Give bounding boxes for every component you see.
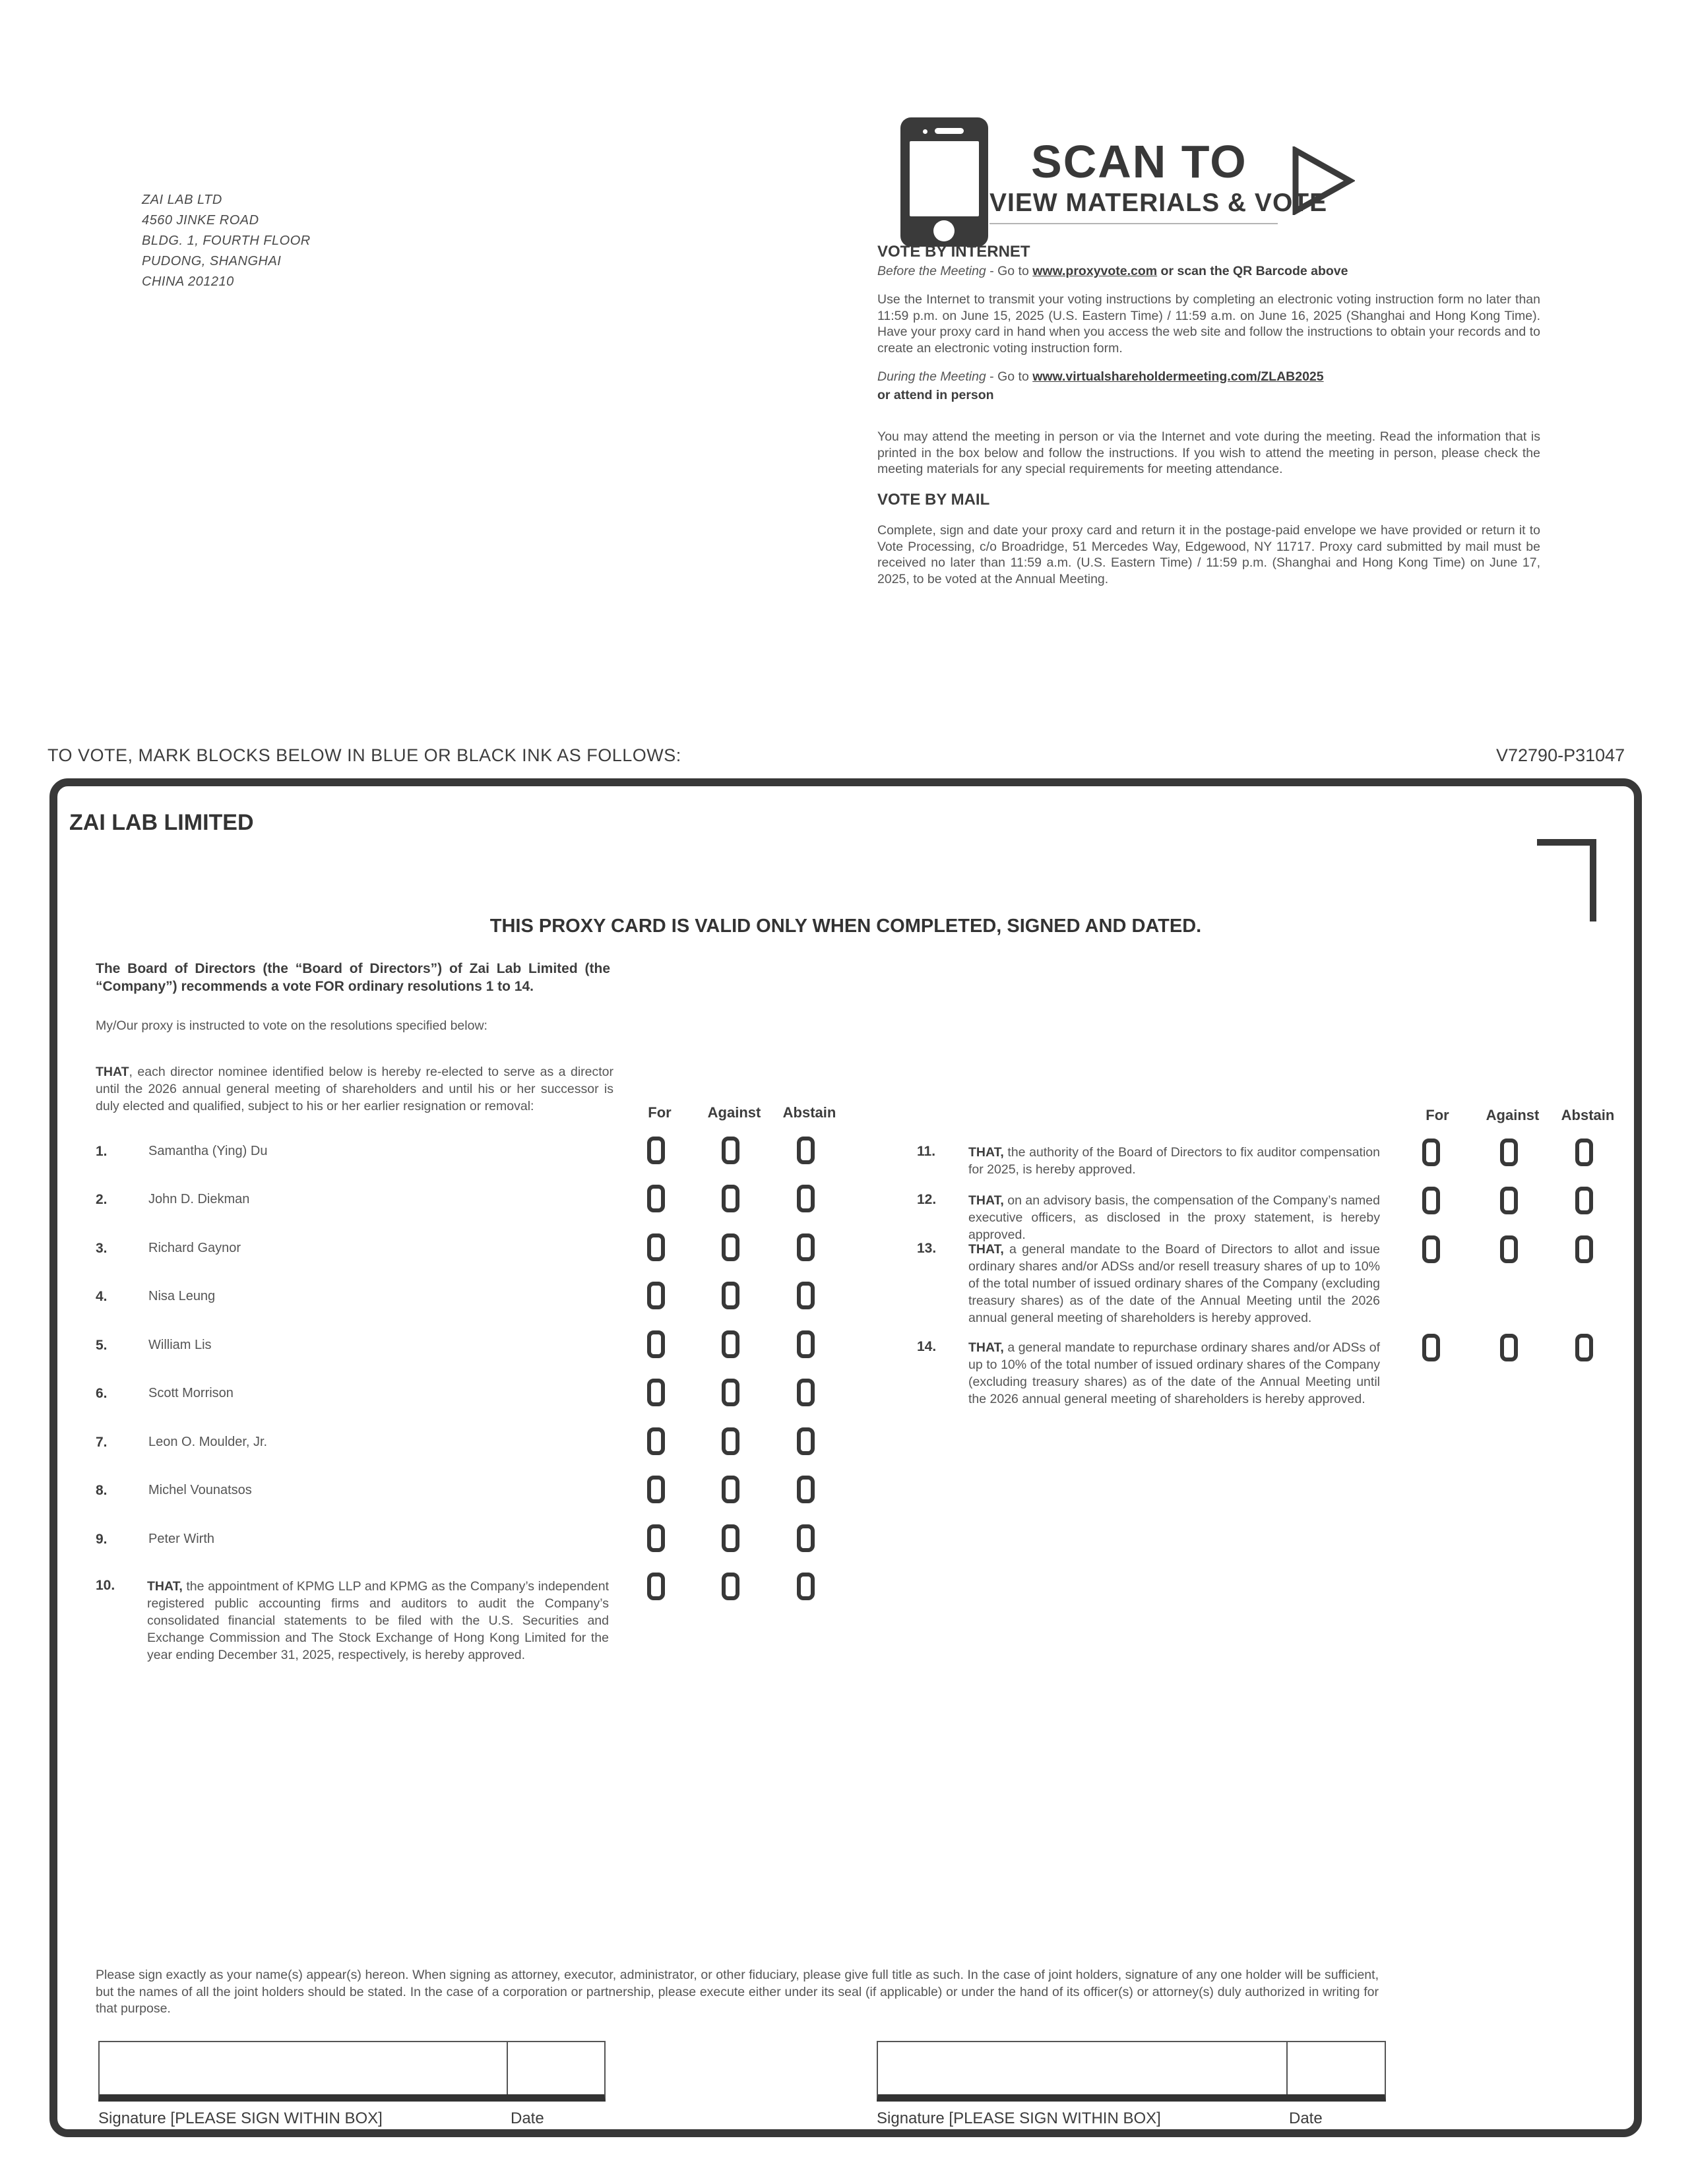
qr-barcode-text: or scan the QR Barcode above — [1157, 264, 1348, 278]
that-bold: THAT, — [968, 1242, 1004, 1257]
proposal-text — [147, 1578, 609, 1664]
checkbox-against[interactable] — [1500, 1187, 1518, 1214]
checkbox-for[interactable] — [647, 1379, 665, 1406]
checkbox-against[interactable] — [722, 1573, 739, 1600]
signing-instructions: Please sign exactly as your name(s) appear(s) hereon. When signing as attorney, executor, administrator, or other fiduciary, please give full title as such. In the case of joint holders, signature of any one holder will be sufficient, but the names of all the joint holders should be stated. In the case of a corporation or partnership, please execute either under its seal (if applicable) or under the hand of its officer(s) or attorney(s) duly authorized in writing for that purpose. — [96, 1968, 1379, 2016]
checkbox-against[interactable] — [722, 1137, 739, 1164]
signature-label: Signature [PLEASE SIGN WITHIN BOX] — [877, 2109, 1161, 2127]
scan-to-subtitle: VIEW MATERIALS & VOTE — [989, 189, 1328, 217]
address-line: PUDONG, SHANGHAI — [142, 254, 282, 268]
checkbox-for[interactable] — [647, 1137, 665, 1164]
checkbox-against[interactable] — [722, 1524, 739, 1552]
checkbox-against[interactable] — [722, 1282, 739, 1309]
signature-date-divider — [1286, 2042, 1288, 2094]
vote-by-mail-heading: VOTE BY MAIL — [877, 491, 990, 509]
proposal-body: on an advisory basis, the compensation of the Company’s named executive officers, as disclosed in the proxy statement, is hereby approved. — [968, 1193, 1380, 1242]
virtual-meeting-link[interactable]: www.virtualshareholdermeeting.com/ZLAB2025 — [1032, 369, 1324, 384]
checkbox-abstain[interactable] — [797, 1185, 815, 1212]
scan-logo-underline — [989, 223, 1278, 224]
checkbox-for[interactable] — [1422, 1187, 1440, 1214]
checkbox-abstain[interactable] — [797, 1524, 815, 1552]
director-name: Nisa Leung — [148, 1289, 216, 1303]
vote-header-for: For — [648, 1104, 672, 1121]
checkbox-for[interactable] — [647, 1282, 665, 1309]
checkbox-abstain[interactable] — [1575, 1187, 1593, 1214]
proposal-text — [968, 1241, 1380, 1326]
item-number: 14. — [917, 1339, 937, 1354]
checkbox-for[interactable] — [647, 1233, 665, 1261]
validity-statement: THIS PROXY CARD IS VALID ONLY WHEN COMPLETED, SIGNED AND DATED. — [489, 916, 1202, 937]
item-number: 7. — [96, 1435, 108, 1450]
item-number: 5. — [96, 1338, 108, 1353]
signature-date-divider — [507, 2042, 508, 2094]
that-bold: THAT, — [147, 1579, 183, 1594]
checkbox-abstain[interactable] — [797, 1476, 815, 1503]
vote-by-internet-heading: VOTE BY INTERNET — [877, 243, 1030, 261]
checkbox-abstain[interactable] — [797, 1330, 815, 1358]
checkbox-for[interactable] — [1422, 1139, 1440, 1166]
vote-header-abstain: Abstain — [782, 1104, 836, 1121]
item-number: 4. — [96, 1289, 108, 1304]
director-row — [96, 1338, 755, 1380]
resolution-intro — [96, 1063, 613, 1115]
item-number: 9. — [96, 1532, 108, 1547]
form-code: V72790-P31047 — [1496, 745, 1625, 765]
phone-camera-dot — [923, 129, 927, 134]
director-name: Peter Wirth — [148, 1532, 215, 1546]
phone-screen — [910, 141, 979, 216]
corner-mark-horizontal — [1537, 839, 1596, 846]
that-bold: THAT, — [968, 1340, 1004, 1355]
checkbox-abstain[interactable] — [797, 1137, 815, 1164]
address-line: 4560 JINKE ROAD — [142, 213, 259, 228]
checkbox-for[interactable] — [647, 1330, 665, 1358]
checkbox-against[interactable] — [1500, 1235, 1518, 1263]
proposal-body: a general mandate to repurchase ordinary shares and/or ADSs of up to 10% of the total number of issued ordinary shares of the Company (excluding treasury shares) as of the date of the Annual Meeting until the 2026 annual general meeting of shareholders is hereby approved. — [968, 1340, 1380, 1406]
checkbox-against[interactable] — [1500, 1139, 1518, 1166]
signature-box[interactable] — [877, 2041, 1386, 2102]
checkbox-against[interactable] — [1500, 1334, 1518, 1361]
director-row — [96, 1532, 755, 1574]
director-name: Samantha (Ying) Du — [148, 1144, 268, 1158]
resolution-intro-text: , each director nominee identified below is hereby re-elected to serve as a director until the 2026 annual general meeting of shareholders and until his or her successor is duly elected and qualified, subject to his or her earlier resignation or removal: — [96, 1065, 613, 1113]
item-number: 1. — [96, 1144, 108, 1159]
company-name: ZAI LAB LIMITED — [69, 810, 254, 835]
director-name: Michel Vounatsos — [148, 1483, 252, 1497]
vote-header-for: For — [1426, 1107, 1449, 1123]
item-number: 10. — [96, 1578, 115, 1593]
director-row — [96, 1241, 755, 1283]
director-row — [96, 1483, 755, 1525]
attend-in-person-text: or attend in person — [877, 388, 994, 402]
that-bold: THAT, — [968, 1145, 1004, 1160]
checkbox-against[interactable] — [722, 1379, 739, 1406]
date-label: Date — [511, 2109, 544, 2127]
item-number: 8. — [96, 1483, 108, 1498]
scan-to-title: SCAN TO — [1031, 136, 1247, 187]
item-number: 6. — [96, 1386, 108, 1401]
item-number: 11. — [917, 1144, 936, 1159]
checkbox-abstain[interactable] — [797, 1427, 815, 1455]
attend-instructions: You may attend the meeting in person or via the Internet and vote during the meeting. Read the information that is printed in the box below and follow the instructions. If you wish to attend the meeting in person, please check the meeting materials for any special requirements for meeting attendance. — [877, 429, 1540, 476]
checkbox-for[interactable] — [647, 1573, 665, 1600]
checkbox-abstain[interactable] — [797, 1282, 815, 1309]
checkbox-for[interactable] — [647, 1185, 665, 1212]
director-row — [96, 1435, 755, 1477]
play-arrow-icon — [1292, 146, 1355, 215]
checkbox-against[interactable] — [722, 1330, 739, 1358]
proxyvote-link[interactable]: www.proxyvote.com — [1032, 264, 1158, 278]
director-name: Leon O. Moulder, Jr. — [148, 1435, 268, 1449]
director-name: William Lis — [148, 1338, 212, 1352]
address-line: ZAI LAB LTD — [142, 193, 222, 207]
proposal-text — [968, 1339, 1380, 1408]
checkbox-abstain[interactable] — [1575, 1235, 1593, 1263]
signature-label: Signature [PLEASE SIGN WITHIN BOX] — [98, 2109, 383, 2127]
during-meeting-line — [877, 369, 1324, 385]
checkbox-for[interactable] — [1422, 1235, 1440, 1263]
director-name: Scott Morrison — [148, 1386, 234, 1400]
phone-home-button — [933, 220, 955, 241]
checkbox-abstain[interactable] — [1575, 1334, 1593, 1361]
internet-instructions: Use the Internet to transmit your voting instructions by completing an electronic voting instruction form no later than 11:59 p.m. on June 15, 2025 (U.S. Eastern Time) / 11:59 a.m. on June 16, 2025 (Shanghai and Hong Kong Time). Have your proxy card in hand when you access the web site and follow the instructions to obtain your records and to create an electronic voting instruction form. — [877, 292, 1540, 356]
item-number: 2. — [96, 1192, 108, 1207]
item-number: 13. — [917, 1241, 937, 1256]
director-name: John D. Diekman — [148, 1192, 250, 1206]
checkbox-for[interactable] — [1422, 1334, 1440, 1361]
checkbox-against[interactable] — [722, 1233, 739, 1261]
checkbox-against[interactable] — [722, 1476, 739, 1503]
director-row — [96, 1289, 755, 1331]
signature-box[interactable] — [98, 2041, 606, 2102]
vote-header-against: Against — [707, 1104, 761, 1121]
checkbox-abstain[interactable] — [797, 1379, 815, 1406]
smartphone-icon — [900, 117, 988, 247]
checkbox-for[interactable] — [647, 1427, 665, 1455]
checkbox-abstain[interactable] — [1575, 1139, 1593, 1166]
before-meeting-label: Before the Meeting — [877, 264, 986, 278]
mail-instructions: Complete, sign and date your proxy card and return it in the postage-paid envelope we have provided or return it to Vote Processing, c/o Broadridge, 51 Mercedes Way, Edgewood, NY 11717. Proxy card submitted by mail must be received no later than 11:59 a.m. (U.S. Eastern Time) / 11:59 p.m. (Shanghai and Hong Kong Time) on June 17, 2025, to be voted at the Annual Meeting. — [877, 523, 1540, 586]
proxy-instruction: My/Our proxy is instructed to vote on the resolutions specified below: — [96, 1018, 487, 1033]
proposal-text — [968, 1144, 1380, 1178]
goto-text: - Go to — [986, 264, 1033, 278]
item-number: 3. — [96, 1241, 108, 1256]
proposal-body: the appointment of KPMG LLP and KPMG as the Company’s independent registered public accounting firms and auditors to audit the Company’s consolidated financial statements to be filed with the U.S. Securities and Exchange Commission and The Stock Exchange of Hong Kong Limited for the year ending December 31, 2025, respectively, is hereby approved. — [147, 1579, 609, 1662]
goto-text: - Go to — [986, 369, 1033, 384]
proposal-body: a general mandate to the Board of Directors to allot and issue ordinary shares and/or ADSs and/or resell treasury shares of up to 10% of the total number of issued ordinary shares of the Company (excluding treasury shares) as of the date of the Annual Meeting until the 2026 annual general meeting of shareholders is hereby approved. — [968, 1242, 1380, 1325]
proposal-body: the authority of the Board of Directors to fix auditor compensation for 2025, is hereby approved. — [968, 1145, 1380, 1177]
director-row — [96, 1192, 755, 1234]
date-label: Date — [1289, 2109, 1323, 2127]
checkbox-abstain[interactable] — [797, 1573, 815, 1600]
board-recommendation: The Board of Directors (the “Board of Directors”) of Zai Lab Limited (the “Company”) recommends a vote FOR ordinary resolutions 1 to 14. — [96, 961, 610, 994]
proposal-text — [968, 1192, 1380, 1243]
phone-speaker-slot — [935, 128, 964, 134]
checkbox-against[interactable] — [722, 1185, 739, 1212]
that-bold: THAT — [96, 1065, 129, 1079]
director-row — [96, 1144, 755, 1186]
mark-blocks-instruction: TO VOTE, MARK BLOCKS BELOW IN BLUE OR BLACK INK AS FOLLOWS: — [47, 745, 681, 765]
during-meeting-label: During the Meeting — [877, 369, 986, 384]
checkbox-for[interactable] — [647, 1524, 665, 1552]
that-bold: THAT, — [968, 1193, 1004, 1208]
director-name: Richard Gaynor — [148, 1241, 241, 1255]
vote-header-abstain: Abstain — [1561, 1107, 1615, 1123]
address-line: CHINA 201210 — [142, 274, 234, 289]
sender-address — [142, 190, 311, 292]
vote-header-against: Against — [1486, 1107, 1540, 1123]
before-meeting-line — [877, 264, 1348, 279]
checkbox-abstain[interactable] — [797, 1233, 815, 1261]
item-number: 12. — [917, 1192, 937, 1207]
corner-mark-vertical — [1590, 839, 1596, 921]
address-line: BLDG. 1, FOURTH FLOOR — [142, 234, 311, 248]
checkbox-for[interactable] — [647, 1476, 665, 1503]
director-row — [96, 1386, 755, 1428]
checkbox-against[interactable] — [722, 1427, 739, 1455]
